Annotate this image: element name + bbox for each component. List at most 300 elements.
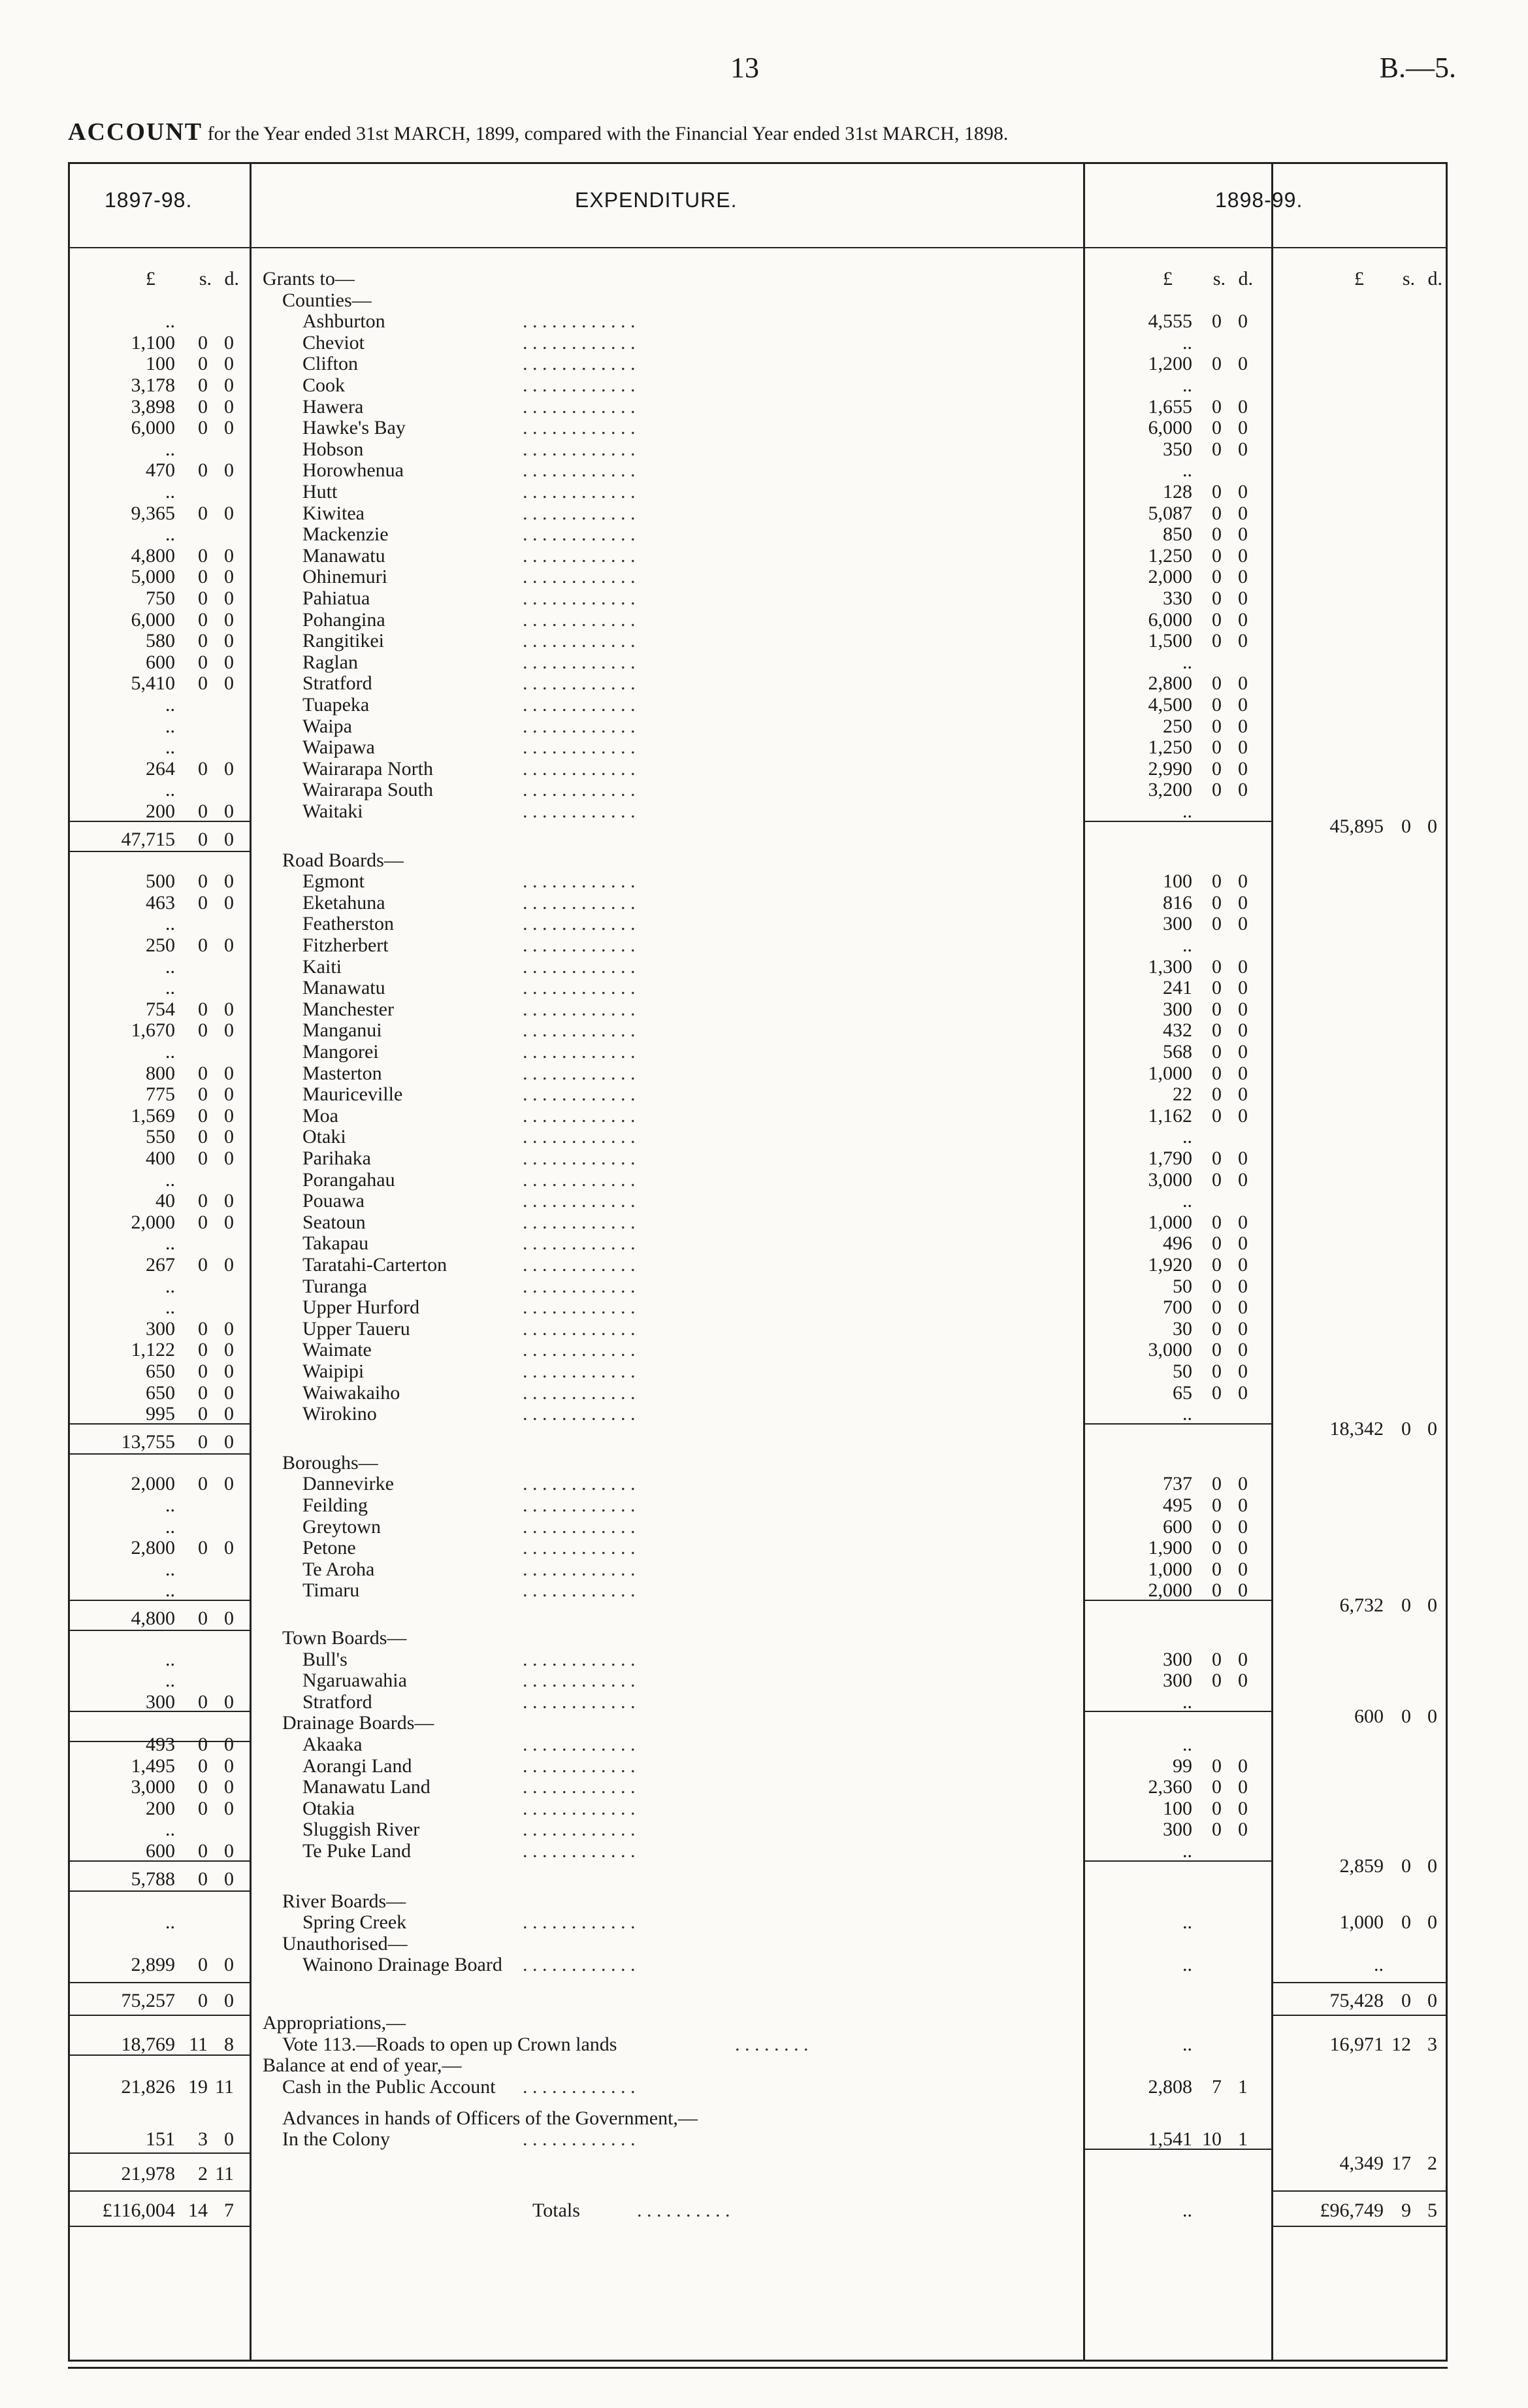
prev-shillings: 0 — [198, 651, 208, 673]
curr-pence: 0 — [1238, 1819, 1248, 1841]
advances-prev-pence: 0 — [224, 2128, 234, 2151]
curr-pounds: 2,000 — [1148, 566, 1192, 588]
prev-pence: 0 — [224, 1755, 234, 1777]
prev-pence: 0 — [224, 998, 234, 1020]
prev-pence: 0 — [224, 651, 234, 673]
section-total-pence: 0 — [1427, 1855, 1437, 1877]
prev-subtotal-rule — [68, 1600, 250, 1602]
row-label: Manganui — [302, 1019, 382, 1042]
curr-pence: 0 — [1238, 779, 1248, 801]
appropriations-total-pounds: 16,971 — [1329, 2033, 1384, 2055]
curr-pounds: 1,300 — [1148, 955, 1192, 978]
curr-pounds: 1,790 — [1148, 1147, 1192, 1169]
prev-subtotal-shillings: 0 — [198, 1430, 208, 1453]
curr-shillings: 0 — [1212, 870, 1222, 893]
curr-pence: 0 — [1238, 1296, 1248, 1319]
section-total-pounds: 18,342 — [1329, 1417, 1384, 1440]
row-label: Wairarapa South — [302, 779, 434, 801]
advances-curr-pence: 1 — [1238, 2128, 1248, 2151]
row-label: Manawatu Land — [302, 1776, 431, 1798]
curr-shillings: 0 — [1212, 694, 1222, 716]
section-total-pence: 0 — [1427, 1594, 1437, 1616]
column-header-expenditure: EXPENDITURE. — [575, 188, 738, 212]
curr-pounds: 22 — [1173, 1083, 1192, 1106]
leader-dots: . . . . . . . . . . . . — [523, 1339, 636, 1361]
leader-dots: . . . . . . . . . . . . — [523, 1840, 636, 1862]
leader-dots: . . . . . . . . . . . . — [523, 544, 636, 567]
prev-pence: 0 — [224, 1211, 234, 1233]
curr-shillings: 0 — [1212, 1797, 1222, 1819]
leader-dots: . . . . . . . . . . . . — [523, 1254, 636, 1276]
curr-pounds: 737 — [1163, 1473, 1192, 1495]
advances-label: In the Colony — [282, 2128, 390, 2151]
total-shillings: 0 — [1401, 1911, 1411, 1934]
prev-pence: 0 — [224, 331, 234, 354]
row-label: Hawke's Bay — [302, 417, 406, 439]
curr-subtotal-rule — [1083, 1711, 1271, 1713]
curr-pounds: 1,920 — [1148, 1254, 1192, 1276]
curr-shillings: 0 — [1212, 566, 1222, 588]
leader-dots: . . . . . . . . . . . . — [523, 1041, 636, 1063]
row-label: Raglan — [302, 651, 358, 673]
leader-dots: . . . . . . . . . . . . — [523, 1190, 636, 1212]
leader-dots: . . . . . . . . . . . . — [523, 1558, 636, 1580]
prev-pence: 0 — [224, 870, 234, 893]
row-label: Fitzherbert — [302, 934, 389, 956]
row-label: Horowhenua — [302, 459, 404, 482]
leader-dots: . . . . . . . . . . . . — [523, 1168, 636, 1191]
prev-pounds: 754 — [146, 998, 175, 1020]
leader-dots: . . . . . . . . . . . . — [523, 1670, 636, 1692]
prev-pounds: 200 — [146, 800, 175, 822]
curr-pounds: 128 — [1163, 481, 1192, 503]
row-label: Wairarapa North — [302, 757, 433, 780]
prev-pounds: 775 — [146, 1083, 175, 1106]
prev-pence: 0 — [224, 1190, 234, 1212]
leader-dots: . . . . . . . . . . . . — [523, 353, 636, 375]
leader-dots: . . . . . . . . . . . . — [523, 1062, 636, 1084]
prev-pounds: .. — [165, 1494, 175, 1516]
grants-rule-right — [1271, 1982, 1448, 1984]
section-heading: Town Boards— — [282, 1627, 407, 1649]
prev-pounds: .. — [165, 977, 175, 999]
prev-pence: 0 — [224, 1734, 234, 1755]
prev-pounds: .. — [165, 955, 175, 978]
curr-pounds: .. — [1182, 1691, 1192, 1713]
section-total-pounds: 6,732 — [1339, 1594, 1384, 1616]
curr-pounds: 2,990 — [1148, 757, 1192, 780]
curr-pounds: 5,087 — [1148, 502, 1192, 524]
curr-shillings: 0 — [1212, 544, 1222, 567]
curr-pounds: 568 — [1163, 1041, 1192, 1063]
curr-pence: 0 — [1238, 1579, 1248, 1602]
curr-pounds: 2,360 — [1148, 1776, 1192, 1798]
leader-dots: . . . . . . . . . . . . — [523, 934, 636, 956]
curr-unit-shilling: s. — [1212, 268, 1226, 289]
leader-dots: . . . . . . . . . . . . — [523, 587, 636, 609]
prev-shillings: 0 — [198, 587, 208, 609]
curr-shillings: 0 — [1212, 1558, 1222, 1580]
leader-dots: . . . . . . . . . . . . — [523, 1494, 636, 1516]
curr-pounds: 6,000 — [1148, 417, 1192, 439]
totals-prev-pounds: £116,004 — [102, 2200, 175, 2221]
prev-pence: 0 — [224, 1954, 234, 1976]
prev-subtotal-pounds: 47,715 — [121, 828, 175, 850]
curr-shillings: 0 — [1212, 1232, 1222, 1255]
curr-shillings: 0 — [1212, 913, 1222, 935]
prev-pounds: 650 — [146, 1381, 175, 1404]
prev-pounds: .. — [165, 1041, 175, 1063]
row-label: Hobson — [302, 438, 364, 460]
prev-pounds: 995 — [146, 1403, 175, 1425]
leader-dots: . . . . . . . . . . . . — [523, 566, 636, 588]
row-label: Hawera — [302, 395, 364, 418]
section-heading: Boroughs— — [282, 1451, 378, 1474]
curr-pence: 0 — [1238, 608, 1248, 631]
curr-shillings: 0 — [1212, 1579, 1222, 1602]
advances-prev-total-pence: 11 — [215, 2163, 234, 2185]
prev-pounds: 463 — [146, 891, 175, 914]
curr-pence: 0 — [1238, 1211, 1248, 1233]
prev-pounds: 200 — [146, 1797, 175, 1819]
prev-pounds: 1,495 — [131, 1755, 175, 1777]
prev-pounds: .. — [165, 1911, 175, 1934]
curr-pounds: 330 — [1163, 587, 1192, 609]
curr-subtotal-rule — [1083, 1423, 1271, 1425]
prev-pounds: 5,000 — [131, 566, 175, 588]
section-heading: Road Boards— — [282, 849, 404, 871]
prev-shillings: 0 — [198, 1381, 208, 1404]
prev-pounds: 470 — [146, 459, 175, 482]
leader-dots: . . . . . . . . . . . . — [523, 736, 636, 759]
curr-shillings: 0 — [1212, 608, 1222, 631]
prev-pence: 0 — [224, 587, 234, 609]
row-label: Wirokino — [302, 1403, 377, 1425]
curr-subtotal-rule — [1083, 1600, 1271, 1602]
totals-rule-right — [1271, 2190, 1448, 2192]
row-label: Stratford — [302, 672, 372, 695]
leader-dots: . . . . . . . . . . . . — [523, 1819, 636, 1841]
curr-pence: 0 — [1238, 1339, 1248, 1361]
leader-dots: . . . . . . . . . . . . — [523, 1911, 636, 1934]
prev-pence: 0 — [224, 630, 234, 652]
curr-pounds: .. — [1182, 1126, 1192, 1148]
prev-pounds: .. — [165, 1515, 175, 1538]
curr-shillings: 0 — [1212, 977, 1222, 999]
row-label: Clifton — [302, 353, 359, 375]
curr-shillings: 0 — [1212, 1019, 1222, 1042]
row-label: Tuapeka — [302, 694, 370, 716]
prev-shillings: 0 — [198, 1019, 208, 1042]
section-total-shillings: 0 — [1401, 1594, 1411, 1616]
leader-dots: . . . . . . . . . . . . — [523, 800, 636, 822]
curr-pounds: 300 — [1163, 1819, 1192, 1841]
row-label: Pohangina — [302, 608, 385, 631]
curr-shillings: 0 — [1212, 523, 1222, 546]
leader-dots: . . . . . . . . . . . . — [523, 1691, 636, 1713]
leader-dots: . . . . . . . . . . . . — [523, 1734, 636, 1755]
prev-pence: 0 — [224, 1537, 234, 1559]
curr-pence: 0 — [1238, 1776, 1248, 1798]
leader-dots: . . . . . . . . . . . . — [523, 1537, 636, 1559]
prev-pounds: 250 — [146, 934, 175, 956]
grants-heading: Grants to— — [263, 268, 355, 289]
prev-pence: 0 — [224, 544, 234, 567]
prev-pounds: 1,670 — [131, 1019, 175, 1042]
curr-pounds: 99 — [1173, 1755, 1192, 1777]
curr-pounds: 50 — [1173, 1361, 1192, 1382]
prev-pounds: 300 — [146, 1691, 175, 1713]
prev-pounds: 500 — [146, 870, 175, 893]
prev-pounds: .. — [165, 1670, 175, 1692]
curr-pounds: .. — [1182, 651, 1192, 673]
prev-pounds: 267 — [146, 1254, 175, 1276]
balance-prev-pence: 11 — [215, 2075, 234, 2098]
totals-double-rule-right — [1271, 2226, 1448, 2228]
row-label: Greytown — [302, 1515, 381, 1538]
prev-pounds: 5,410 — [131, 672, 175, 695]
prev-shillings: 0 — [198, 566, 208, 588]
row-label: Feilding — [302, 1494, 368, 1516]
left-unit-shilling: s. — [199, 268, 212, 289]
leader-dots: . . . . . . . . . . . . — [523, 374, 636, 396]
curr-pounds: .. — [1182, 934, 1192, 956]
curr-shillings: 0 — [1212, 1670, 1222, 1692]
curr-shillings: 0 — [1212, 1317, 1222, 1340]
prev-pounds: .. — [165, 1296, 175, 1319]
prev-shillings: 0 — [198, 417, 208, 439]
prev-shillings: 0 — [198, 1361, 208, 1382]
prev-pounds: 4,800 — [131, 544, 175, 567]
curr-pence: 0 — [1238, 1797, 1248, 1819]
curr-pounds: 4,555 — [1148, 310, 1192, 333]
appropriations-rule — [68, 2054, 250, 2056]
prev-shillings: 0 — [198, 331, 208, 354]
prev-subtotal-pence: 0 — [224, 1608, 234, 1629]
curr-pounds: 1,250 — [1148, 736, 1192, 759]
prev-subtotal-rule-2 — [68, 851, 250, 853]
prev-pounds: .. — [165, 1648, 175, 1670]
row-label: Upper Taueru — [302, 1317, 410, 1340]
curr-pounds: 3,000 — [1148, 1339, 1192, 1361]
leader-dots: . . . . . . . . . . . . — [523, 998, 636, 1020]
curr-pence: 0 — [1238, 1361, 1248, 1382]
appropriations-total-pence: 3 — [1427, 2033, 1437, 2055]
prev-pounds: 800 — [146, 1062, 175, 1084]
leader-dots: . . . . . . . . . . . . — [523, 715, 636, 737]
curr-pence: 0 — [1238, 1232, 1248, 1255]
section-total-shillings: 0 — [1401, 1706, 1411, 1728]
leader-dots: . . . . . . . . . . . . — [523, 1019, 636, 1042]
row-label: Featherston — [302, 913, 394, 935]
appropriations-prev-pounds: 18,769 — [121, 2033, 175, 2055]
page-number: 13 — [730, 52, 759, 84]
prev-shillings: 0 — [198, 1537, 208, 1559]
prev-shillings: 0 — [198, 1797, 208, 1819]
curr-pence: 0 — [1238, 757, 1248, 780]
curr-pounds: 300 — [1163, 913, 1192, 935]
curr-pounds: 1,000 — [1148, 1211, 1192, 1233]
leader-dots: . . . . . . . . . . . . — [523, 1403, 636, 1425]
curr-pence: 0 — [1238, 481, 1248, 503]
row-label: Mangorei — [302, 1041, 379, 1063]
prev-pounds: 9,365 — [131, 502, 175, 524]
curr-pence: 0 — [1238, 1104, 1248, 1127]
total-pence: 0 — [1427, 1911, 1437, 1934]
prev-shillings: 0 — [198, 395, 208, 418]
leader-dots: . . . . . . . . . . . . — [523, 331, 636, 354]
row-label: Akaaka — [302, 1734, 363, 1755]
prev-pounds: 300 — [146, 1317, 175, 1340]
prev-shillings: 0 — [198, 1954, 208, 1976]
prev-subtotal-rule — [68, 821, 250, 823]
advances-total-pounds: 4,349 — [1339, 2152, 1384, 2174]
prev-pence: 0 — [224, 1254, 234, 1276]
leader-dots: . . . . . . . . . . . . — [523, 438, 636, 460]
row-label: Waiwakaiho — [302, 1381, 400, 1404]
row-label: Stratford — [302, 1691, 372, 1713]
prev-pence: 0 — [224, 757, 234, 780]
totals-grand-pounds: £96,749 — [1320, 2200, 1384, 2221]
curr-shillings: 0 — [1212, 1147, 1222, 1169]
row-label: Egmont — [302, 870, 365, 893]
leader-dots: . . . . . . . . . . . . — [523, 523, 636, 546]
prev-pence: 0 — [224, 566, 234, 588]
row-label: Mackenzie — [302, 523, 389, 546]
curr-pence: 0 — [1238, 353, 1248, 375]
advances-total-shillings: 17 — [1391, 2152, 1411, 2174]
section-total-pence: 0 — [1427, 1706, 1437, 1728]
curr-pounds: 300 — [1163, 998, 1192, 1020]
prev-pounds: 40 — [155, 1190, 175, 1212]
balance-prev-pounds: 21,826 — [121, 2075, 175, 2098]
appropriations-prev-shillings: 11 — [189, 2033, 208, 2055]
advances-rule — [68, 2152, 250, 2154]
row-label: Waitaki — [302, 800, 363, 822]
prev-shillings: 0 — [198, 1062, 208, 1084]
leader-dots: . . . . . . . . . . . . — [523, 870, 636, 893]
section-total-pounds: 2,859 — [1339, 1855, 1384, 1877]
totals-label: Totals — [532, 2200, 580, 2221]
curr-shillings: 0 — [1212, 757, 1222, 780]
row-label: Turanga — [302, 1275, 367, 1297]
appropriations-prev-pence: 8 — [224, 2033, 234, 2055]
prev-pounds: 6,000 — [131, 417, 175, 439]
prev-pounds: .. — [165, 523, 175, 546]
curr-pounds: 700 — [1163, 1296, 1192, 1319]
prev-subtotal-shillings: 0 — [198, 1868, 208, 1890]
curr-pence: 0 — [1238, 1515, 1248, 1538]
curr-pounds: 241 — [1163, 977, 1192, 999]
row-label: Parihaka — [302, 1147, 371, 1169]
curr-shillings: 0 — [1212, 1062, 1222, 1084]
prev-pounds: 2,000 — [131, 1473, 175, 1495]
row-label: Bull's — [302, 1648, 348, 1670]
prev-pounds: .. — [165, 715, 175, 737]
curr-pence: 0 — [1238, 1670, 1248, 1692]
curr-pounds: .. — [1182, 1190, 1192, 1212]
curr-pence: 0 — [1238, 1254, 1248, 1276]
row-label: Upper Hurford — [302, 1296, 420, 1319]
leader-dots: . . . . . . . . . . . . — [523, 651, 636, 673]
grants-rule-right-2 — [1271, 2015, 1448, 2017]
curr-pence: 0 — [1238, 1275, 1248, 1297]
leader-dots: . . . . . . . . . . . . — [523, 1104, 636, 1127]
row-label: Petone — [302, 1537, 356, 1559]
row-label: Otaki — [302, 1126, 346, 1148]
curr-pence: 0 — [1238, 913, 1248, 935]
row-label: Timaru — [302, 1579, 360, 1602]
row-label: Ashburton — [302, 310, 385, 333]
grants-rule — [68, 1982, 250, 1984]
curr-shillings: 0 — [1212, 1381, 1222, 1404]
section-total-shillings: 0 — [1401, 815, 1411, 837]
appropriations-label: Vote 113.—Roads to open up Crown lands — [282, 2033, 617, 2055]
prev-pounds: 3,000 — [131, 1776, 175, 1798]
curr-pounds: 1,200 — [1148, 353, 1192, 375]
prev-pounds: .. — [165, 1558, 175, 1580]
section-heading: Counties— — [282, 289, 372, 311]
curr-shillings: 0 — [1212, 630, 1222, 652]
leader-dots: . . . . . . . . . . . . — [523, 2075, 636, 2098]
leader-dots: . . . . . . . . . . . . — [523, 1755, 636, 1777]
curr-unit-pence: d. — [1238, 268, 1253, 289]
prev-shillings: 0 — [198, 672, 208, 695]
row-label: Ngaruawahia — [302, 1670, 407, 1692]
curr-pounds: .. — [1182, 1840, 1192, 1862]
curr-shillings: 0 — [1212, 310, 1222, 333]
curr-shillings: 0 — [1212, 1776, 1222, 1798]
prev-shillings: 0 — [198, 1104, 208, 1127]
leader-dots: . . . . . . . . . . . . — [523, 608, 636, 631]
curr-pounds: .. — [1182, 1734, 1192, 1755]
total-pounds: 1,000 — [1339, 1911, 1384, 1934]
totals-grand-shillings: 9 — [1401, 2200, 1411, 2221]
prev-subtotal-shillings: 0 — [198, 828, 208, 850]
advances-prev-shillings: 3 — [198, 2128, 208, 2151]
prev-shillings: 0 — [198, 459, 208, 482]
prev-shillings: 0 — [198, 870, 208, 893]
advances-prev-total-shillings: 2 — [198, 2163, 208, 2185]
prev-shillings: 0 — [198, 1126, 208, 1148]
prev-pounds: .. — [165, 481, 175, 503]
curr-pence: 0 — [1238, 1755, 1248, 1777]
advances-heading: Advances in hands of Officers of the Government,— — [282, 2107, 698, 2129]
curr-subtotal-rule — [1083, 821, 1271, 823]
curr-pounds: .. — [1182, 374, 1192, 396]
curr-shillings: 0 — [1212, 1494, 1222, 1516]
appropriations-heading: Appropriations,— — [263, 2012, 406, 2034]
prev-pounds: 400 — [146, 1147, 175, 1169]
prev-subtotal-pounds: 13,755 — [121, 1430, 175, 1453]
prev-pence: 0 — [224, 608, 234, 631]
leader-dots: . . . . . . . . . . . . — [523, 417, 636, 439]
curr-shillings: 0 — [1212, 1296, 1222, 1319]
curr-pounds: 300 — [1163, 1648, 1192, 1670]
prev-pounds: 3,898 — [131, 395, 175, 418]
row-label: Mauriceville — [302, 1083, 403, 1106]
balance-curr-pence: 1 — [1238, 2075, 1248, 2098]
leader-dots: . . . . . . . . . . . . — [523, 1579, 636, 1602]
curr-shillings: 0 — [1212, 1275, 1222, 1297]
table-bottom-rule — [68, 2367, 1448, 2369]
prev-shillings: 0 — [198, 1211, 208, 1233]
appropriations-curr-pounds: .. — [1182, 2033, 1192, 2055]
prev-shillings: 0 — [198, 800, 208, 822]
leader-dots: . . . . . . . . . . — [637, 2200, 730, 2221]
curr-pounds: .. — [1182, 1911, 1192, 1934]
balance-heading: Balance at end of year,— — [263, 2054, 462, 2077]
